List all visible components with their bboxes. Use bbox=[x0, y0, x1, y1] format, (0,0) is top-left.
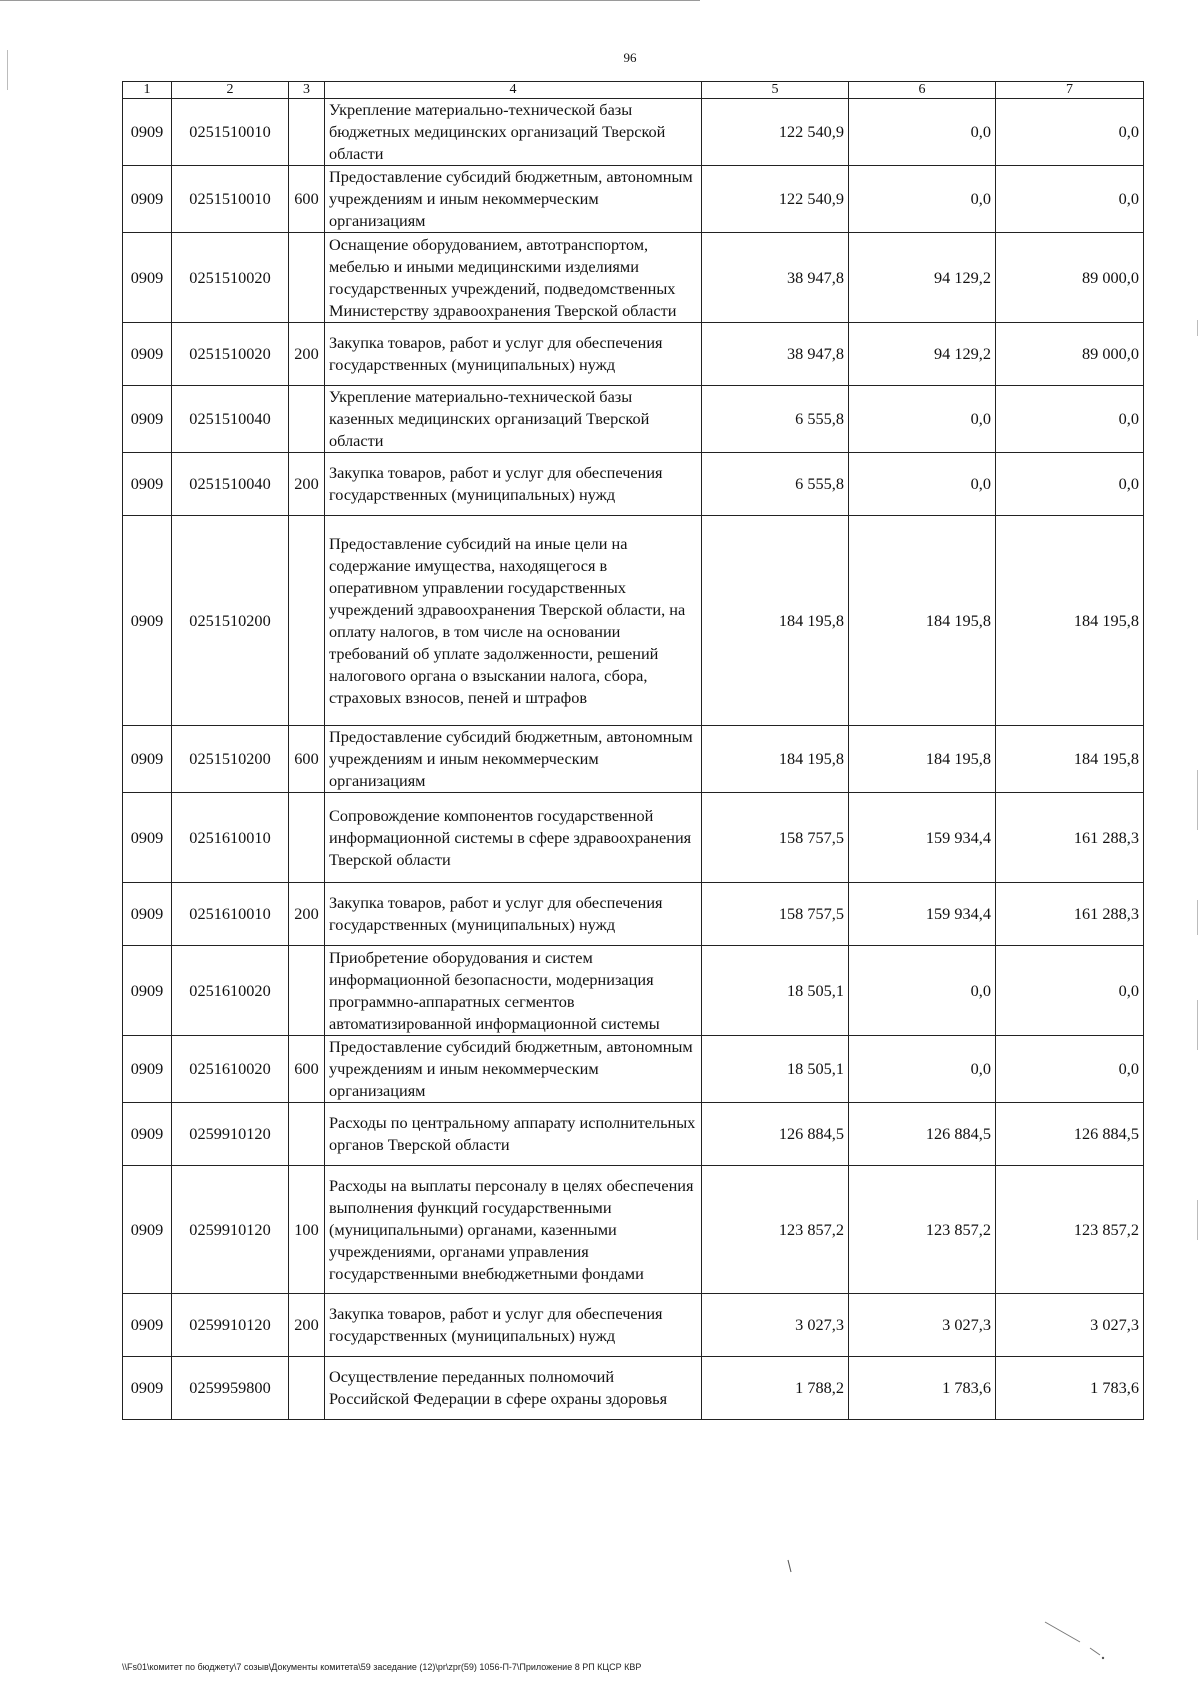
scan-artifact-line bbox=[1197, 320, 1198, 336]
amount-cell: 3 027,3 bbox=[849, 1294, 996, 1357]
section-code-cell: 0909 bbox=[123, 453, 172, 516]
table-body bbox=[123, 99, 1144, 1420]
amount-cell: 126 884,5 bbox=[849, 1103, 996, 1166]
amount-cell: 3 027,3 bbox=[702, 1294, 849, 1357]
file-path-footer: \\Fs01\комитет по бюджету\7 созыв\Документы комитета\59 заседание (12)\pr\zpr(59) 1056-П-7\Приложение 8 РП КЦСР КВР bbox=[122, 1662, 642, 1672]
amount-cell: 0,0 bbox=[849, 99, 996, 166]
amount-cell: 123 857,2 bbox=[996, 1166, 1144, 1294]
column-number: 5 bbox=[702, 82, 849, 99]
scan-artifact-line bbox=[1197, 1000, 1198, 1050]
budget-table bbox=[122, 81, 1144, 1420]
column-number: 7 bbox=[996, 82, 1144, 99]
expense-name-cell: Закупка товаров, работ и услуг для обеспечения государственных (муниципальных) нужд bbox=[325, 883, 702, 946]
target-article-code-cell: 0251510040 bbox=[172, 453, 289, 516]
scan-artifact-line bbox=[1197, 1200, 1198, 1240]
amount-cell: 0,0 bbox=[849, 453, 996, 516]
expense-type-code-cell: 600 bbox=[289, 166, 325, 233]
expense-name-cell: Укрепление материально-технической базы казенных медицинских организаций Тверской области bbox=[325, 386, 702, 453]
amount-cell: 161 288,3 bbox=[996, 883, 1144, 946]
section-code-cell: 0909 bbox=[123, 1357, 172, 1420]
expense-type-code-cell: 200 bbox=[289, 323, 325, 386]
expense-name-cell: Предоставление субсидий бюджетным, автономным учреждениям и иным некоммерческим организациям bbox=[325, 166, 702, 233]
table-row bbox=[123, 99, 1144, 166]
expense-name-cell: Оснащение оборудованием, автотранспортом, мебелью и иными медицинскими изделиями государственных учреждений, подведомственных Министерству здравоохранения Тверской области bbox=[325, 233, 702, 323]
column-number: 3 bbox=[289, 82, 325, 99]
table-row bbox=[123, 883, 1144, 946]
amount-cell: 0,0 bbox=[996, 386, 1144, 453]
target-article-code-cell: 0251610020 bbox=[172, 946, 289, 1036]
column-number: 4 bbox=[325, 82, 702, 99]
amount-cell: 161 288,3 bbox=[996, 793, 1144, 883]
table-row bbox=[123, 1103, 1144, 1166]
expense-name-cell: Сопровождение компонентов государственной информационной системы в сфере здравоохранения Тверской области bbox=[325, 793, 702, 883]
amount-cell: 184 195,8 bbox=[996, 516, 1144, 726]
table-row bbox=[123, 516, 1144, 726]
amount-cell: 126 884,5 bbox=[996, 1103, 1144, 1166]
amount-cell: 94 129,2 bbox=[849, 323, 996, 386]
expense-name-cell: Закупка товаров, работ и услуг для обеспечения государственных (муниципальных) нужд bbox=[325, 323, 702, 386]
amount-cell: 159 934,4 bbox=[849, 883, 996, 946]
table-row bbox=[123, 323, 1144, 386]
amount-cell: 94 129,2 bbox=[849, 233, 996, 323]
target-article-code-cell: 0251510010 bbox=[172, 99, 289, 166]
section-code-cell: 0909 bbox=[123, 516, 172, 726]
expense-type-code-cell: 600 bbox=[289, 726, 325, 793]
section-code-cell: 0909 bbox=[123, 1294, 172, 1357]
amount-cell: 3 027,3 bbox=[996, 1294, 1144, 1357]
expense-type-code-cell: 600 bbox=[289, 1036, 325, 1103]
amount-cell: 18 505,1 bbox=[702, 946, 849, 1036]
amount-cell: 122 540,9 bbox=[702, 166, 849, 233]
target-article-code-cell: 0251510010 bbox=[172, 166, 289, 233]
table-row bbox=[123, 1036, 1144, 1103]
target-article-code-cell: 0251510200 bbox=[172, 726, 289, 793]
scan-top-border bbox=[0, 0, 700, 2]
expense-name-cell: Закупка товаров, работ и услуг для обеспечения государственных (муниципальных) нужд bbox=[325, 453, 702, 516]
section-code-cell: 0909 bbox=[123, 946, 172, 1036]
section-code-cell: 0909 bbox=[123, 233, 172, 323]
amount-cell: 158 757,5 bbox=[702, 883, 849, 946]
amount-cell: 184 195,8 bbox=[849, 726, 996, 793]
table-row bbox=[123, 166, 1144, 233]
amount-cell: 0,0 bbox=[849, 166, 996, 233]
column-number-row bbox=[123, 82, 1144, 99]
amount-cell: 0,0 bbox=[996, 99, 1144, 166]
table-row bbox=[123, 946, 1144, 1036]
amount-cell: 18 505,1 bbox=[702, 1036, 849, 1103]
expense-type-code-cell bbox=[289, 516, 325, 726]
expense-name-cell: Предоставление субсидий бюджетным, автономным учреждениям и иным некоммерческим организациям bbox=[325, 726, 702, 793]
expense-name-cell: Укрепление материально-технической базы бюджетных медицинских организаций Тверской области bbox=[325, 99, 702, 166]
expense-type-code-cell bbox=[289, 99, 325, 166]
expense-type-code-cell: 100 bbox=[289, 1166, 325, 1294]
amount-cell: 184 195,8 bbox=[702, 516, 849, 726]
scan-artifact-line bbox=[1197, 770, 1198, 830]
expense-type-code-cell: 200 bbox=[289, 1294, 325, 1357]
expense-name-cell: Приобретение оборудования и систем информационной безопасности, модернизация программно-аппаратных сегментов автоматизированной информационной системы bbox=[325, 946, 702, 1036]
amount-cell: 1 783,6 bbox=[996, 1357, 1144, 1420]
expense-type-code-cell: 200 bbox=[289, 883, 325, 946]
scan-artifact-mark bbox=[1040, 1620, 1160, 1680]
table-row bbox=[123, 793, 1144, 883]
scan-artifact-line bbox=[7, 50, 8, 90]
amount-cell: 1 783,6 bbox=[849, 1357, 996, 1420]
section-code-cell: 0909 bbox=[123, 323, 172, 386]
expense-type-code-cell bbox=[289, 386, 325, 453]
amount-cell: 0,0 bbox=[849, 386, 996, 453]
section-code-cell: 0909 bbox=[123, 726, 172, 793]
page-number: 96 bbox=[623, 50, 637, 65]
amount-cell: 0,0 bbox=[996, 946, 1144, 1036]
target-article-code-cell: 0251610020 bbox=[172, 1036, 289, 1103]
target-article-code-cell: 0259910120 bbox=[172, 1103, 289, 1166]
amount-cell: 0,0 bbox=[996, 453, 1144, 516]
target-article-code-cell: 0251510200 bbox=[172, 516, 289, 726]
amount-cell: 38 947,8 bbox=[702, 323, 849, 386]
amount-cell: 0,0 bbox=[996, 1036, 1144, 1103]
section-code-cell: 0909 bbox=[123, 99, 172, 166]
table-row bbox=[123, 1357, 1144, 1420]
expense-type-code-cell bbox=[289, 793, 325, 883]
target-article-code-cell: 0259910120 bbox=[172, 1166, 289, 1294]
target-article-code-cell: 0259959800 bbox=[172, 1357, 289, 1420]
expense-name-cell: Осуществление переданных полномочий Российской Федерации в сфере охраны здоровья bbox=[325, 1357, 702, 1420]
amount-cell: 184 195,8 bbox=[849, 516, 996, 726]
table-row bbox=[123, 1166, 1144, 1294]
section-code-cell: 0909 bbox=[123, 793, 172, 883]
amount-cell: 159 934,4 bbox=[849, 793, 996, 883]
expense-name-cell: Предоставление субсидий на иные цели на содержание имущества, находящегося в оперативном управлении государственных учреждений здравоохранения Тверской области, на оплату налогов, в том числе на основании требований об уплате задолженности, решений налогового органа о взыскании налога, сбора, страховых взносов, пеней и штрафов bbox=[325, 516, 702, 726]
amount-cell: 1 788,2 bbox=[702, 1357, 849, 1420]
amount-cell: 89 000,0 bbox=[996, 233, 1144, 323]
expense-type-code-cell: 200 bbox=[289, 453, 325, 516]
table-row bbox=[123, 233, 1144, 323]
expense-name-cell: Предоставление субсидий бюджетным, автономным учреждениям и иным некоммерческим организациям bbox=[325, 1036, 702, 1103]
section-code-cell: 0909 bbox=[123, 1036, 172, 1103]
column-number: 6 bbox=[849, 82, 996, 99]
expense-type-code-cell bbox=[289, 1103, 325, 1166]
amount-cell: 0,0 bbox=[996, 166, 1144, 233]
amount-cell: 6 555,8 bbox=[702, 386, 849, 453]
amount-cell: 123 857,2 bbox=[702, 1166, 849, 1294]
table-row bbox=[123, 1294, 1144, 1357]
expense-type-code-cell bbox=[289, 1357, 325, 1420]
amount-cell: 184 195,8 bbox=[702, 726, 849, 793]
amount-cell: 123 857,2 bbox=[849, 1166, 996, 1294]
scan-artifact-line bbox=[1197, 900, 1198, 935]
section-code-cell: 0909 bbox=[123, 1166, 172, 1294]
amount-cell: 184 195,8 bbox=[996, 726, 1144, 793]
scan-artifact-mark bbox=[785, 1558, 795, 1578]
expense-name-cell: Расходы на выплаты персоналу в целях обеспечения выполнения функций государственными (муниципальными) органами, казенными учреждениями, органами управления государственными внебюджетными фондами bbox=[325, 1166, 702, 1294]
amount-cell: 6 555,8 bbox=[702, 453, 849, 516]
amount-cell: 122 540,9 bbox=[702, 99, 849, 166]
expense-name-cell: Закупка товаров, работ и услуг для обеспечения государственных (муниципальных) нужд bbox=[325, 1294, 702, 1357]
expense-type-code-cell bbox=[289, 233, 325, 323]
target-article-code-cell: 0251610010 bbox=[172, 883, 289, 946]
column-number: 2 bbox=[172, 82, 289, 99]
column-number: 1 bbox=[123, 82, 172, 99]
section-code-cell: 0909 bbox=[123, 166, 172, 233]
target-article-code-cell: 0251510020 bbox=[172, 233, 289, 323]
section-code-cell: 0909 bbox=[123, 1103, 172, 1166]
target-article-code-cell: 0251510040 bbox=[172, 386, 289, 453]
expense-type-code-cell bbox=[289, 946, 325, 1036]
target-article-code-cell: 0259910120 bbox=[172, 1294, 289, 1357]
table-row bbox=[123, 386, 1144, 453]
amount-cell: 158 757,5 bbox=[702, 793, 849, 883]
table-row bbox=[123, 453, 1144, 516]
amount-cell: 89 000,0 bbox=[996, 323, 1144, 386]
amount-cell: 0,0 bbox=[849, 946, 996, 1036]
amount-cell: 126 884,5 bbox=[702, 1103, 849, 1166]
table-row bbox=[123, 726, 1144, 793]
section-code-cell: 0909 bbox=[123, 883, 172, 946]
section-code-cell: 0909 bbox=[123, 386, 172, 453]
target-article-code-cell: 0251510020 bbox=[172, 323, 289, 386]
amount-cell: 0,0 bbox=[849, 1036, 996, 1103]
expense-name-cell: Расходы по центральному аппарату исполнительных органов Тверской области bbox=[325, 1103, 702, 1166]
target-article-code-cell: 0251610010 bbox=[172, 793, 289, 883]
amount-cell: 38 947,8 bbox=[702, 233, 849, 323]
